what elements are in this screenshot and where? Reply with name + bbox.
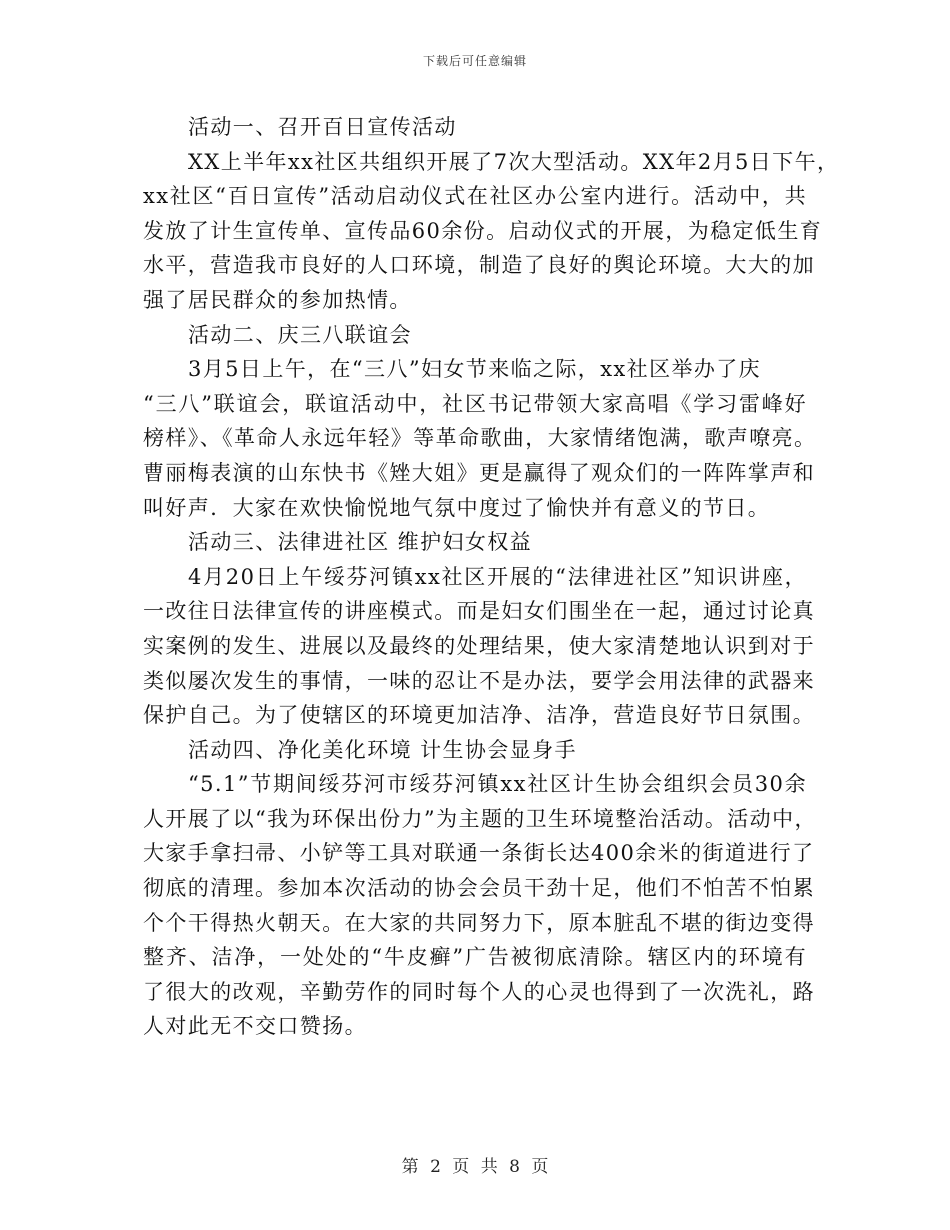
body-line: xx社区“百日宣传”活动启动仪式在社区办公室内进行。活动中，共 xyxy=(143,184,807,209)
body-line: 整齐、洁净，一处处的“牛皮癣”广告被彻底清除。辖区内的环境有 xyxy=(143,945,807,970)
body-line: 类似屡次发生的事情，一味的忍让不是办法，要学会用法律的武器来 xyxy=(143,668,815,693)
body-line: 叫好声．大家在欢快愉悦地气氛中度过了愉快并有意义的节日。 xyxy=(143,495,771,520)
body-line: 彻底的清理。参加本次活动的协会会员干劲十足，他们不怕苦不怕累 xyxy=(143,876,815,901)
document-body xyxy=(143,110,840,1044)
body-line: 活动四、净化美化环境 计生协会显身手 xyxy=(188,737,577,762)
body-line: “三八”联谊会，联谊活动中，社区书记带领大家高唱《学习雷峰好 xyxy=(143,391,807,416)
body-line: 活动三、法律进社区 维护妇女权益 xyxy=(188,530,533,555)
page-number-footer: 第 2 页 共 8 页 xyxy=(401,1157,549,1177)
body-line: 了很大的改观，辛勤劳作的同时每个人的心灵也得到了一次洗礼，路 xyxy=(143,979,815,1004)
body-line: “5.1”节期间绥芬河市绥芬河镇xx社区计生协会组织会员30余 xyxy=(188,772,807,797)
body-line: XX上半年xx社区共组织开展了7次大型活动。XX年2月5日下午， xyxy=(188,149,840,174)
body-line: 人对此无不交口赞扬。 xyxy=(143,1014,367,1039)
body-line: 活动一、召开百日宣传活动 xyxy=(188,115,457,139)
page-header: 下载后可任意编辑 xyxy=(422,54,527,68)
body-line: 强了居民群众的参加热情。 xyxy=(143,287,412,312)
body-line: 4月20日上午绥芬河镇xx社区开展的“法律进社区”知识讲座， xyxy=(188,564,807,589)
body-line: 大家手拿扫帚、小铲等工具对联通一条街长达400余米的街道进行了 xyxy=(143,841,815,866)
body-line: 曹丽梅表演的山东快书《矬大姐》更是赢得了观众们的一阵阵掌声和 xyxy=(143,460,815,485)
body-line: 活动二、庆三八联谊会 xyxy=(188,322,412,347)
body-line: 3月5日上午，在“三八”妇女节来临之际，xx社区举办了庆 xyxy=(188,357,762,382)
body-line: 保护自己。为了使辖区的环境更加洁净、洁净，营造良好节日氛围。 xyxy=(143,703,815,728)
body-line: 榜样》、《革命人永远年轻》等革命歌曲，大家情绪饱满，歌声嘹亮。 xyxy=(143,426,817,451)
body-line: 实案例的发生、进展以及最终的处理结果，使大家清楚地认识到对于 xyxy=(143,633,815,658)
body-line: 水平，营造我市良好的人口环境，制造了良好的舆论环境。大大的加 xyxy=(143,253,815,278)
body-line: 人开展了以“我为环保出份力”为主题的卫生环境整治活动。活动中， xyxy=(143,806,817,831)
body-line: 个个干得热火朝天。在大家的共同努力下，原本脏乱不堪的街边变得 xyxy=(143,910,815,935)
body-line: 一改往日法律宣传的讲座模式。而是妇女们围坐在一起，通过讨论真 xyxy=(143,599,815,624)
body-line: 发放了计生宣传单、宣传品60余份。启动仪式的开展，为稳定低生育 xyxy=(143,218,823,243)
